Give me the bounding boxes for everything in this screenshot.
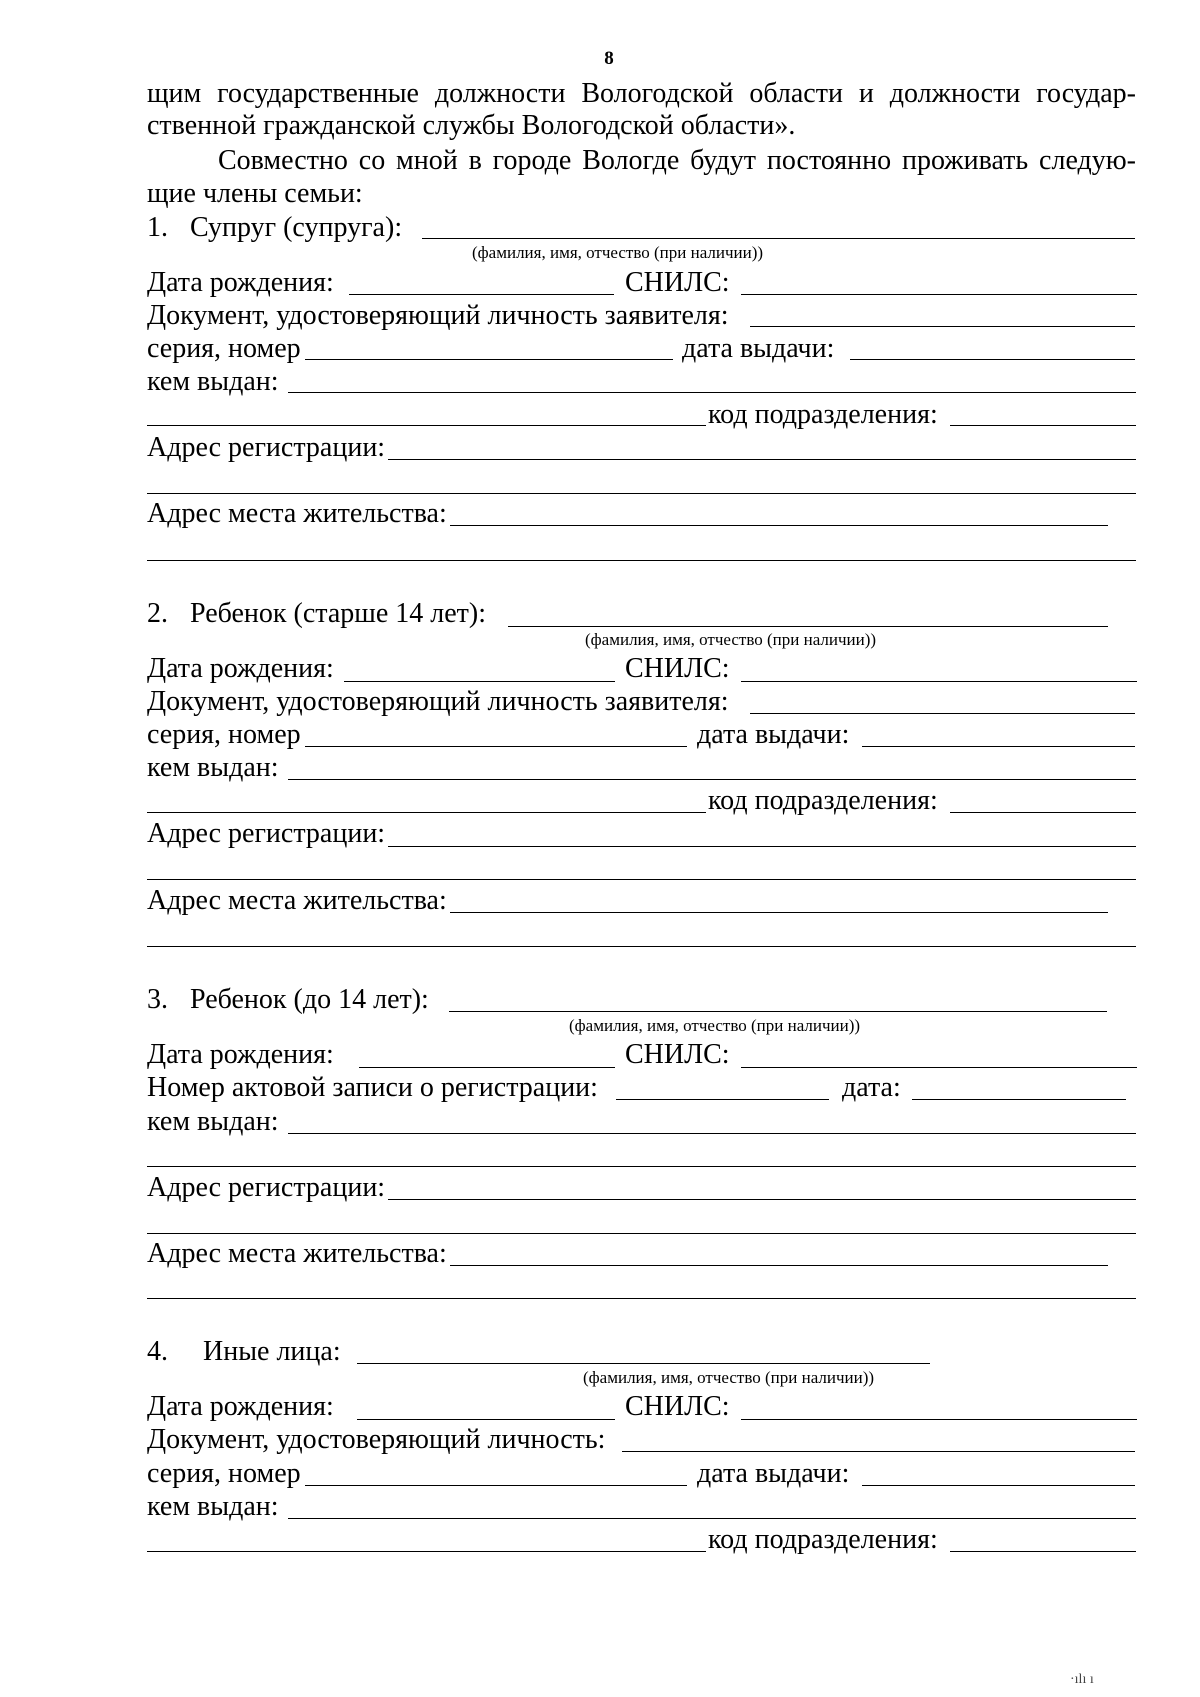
child14plus-live-address-label: Адрес места жительства:: [147, 885, 447, 916]
child-under14-snils-label: СНИЛС:: [625, 1039, 730, 1070]
child14plus-dept-code-label: код подразделения:: [708, 785, 938, 816]
child14plus-series-label: серия, номер: [147, 719, 301, 750]
child14plus-issued-by-field-2[interactable]: [147, 812, 706, 813]
other-issue-date-field[interactable]: [862, 1485, 1135, 1486]
child14plus-fio-hint: (фамилия, имя, отчество (при наличии)): [585, 630, 877, 649]
child14plus-series-field[interactable]: [305, 746, 687, 747]
child14plus-live-address-field-2[interactable]: [147, 946, 1136, 947]
spouse-dept-code-label: код подразделения:: [708, 399, 938, 430]
child14plus-snils-field[interactable]: [741, 681, 1137, 682]
child14plus-birth-field[interactable]: [344, 681, 615, 682]
spouse-birth-field[interactable]: [349, 294, 614, 295]
other-birth-field[interactable]: [357, 1419, 615, 1420]
section-3-title: Ребенок (до 14 лет):: [190, 984, 429, 1015]
other-snils-label: СНИЛС:: [625, 1391, 730, 1422]
other-doc-label: Документ, удостоверяющий личность:: [147, 1424, 606, 1455]
other-fio-hint: (фамилия, имя, отчество (при наличии)): [583, 1368, 875, 1387]
child-under14-snils-field[interactable]: [741, 1067, 1137, 1068]
child14plus-fio-field[interactable]: [508, 626, 1108, 627]
other-issued-by-field[interactable]: [288, 1518, 1136, 1519]
child14plus-issue-date-label: дата выдачи:: [697, 719, 850, 750]
child-under14-birth-field[interactable]: [359, 1067, 615, 1068]
child-under14-issued-by-label: кем выдан:: [147, 1106, 279, 1137]
section-4-number: 4.: [147, 1336, 168, 1367]
other-series-field[interactable]: [305, 1485, 687, 1486]
section-1-number: 1.: [147, 212, 168, 243]
child14plus-snils-label: СНИЛС:: [625, 653, 730, 684]
spouse-issued-by-label: кем выдан:: [147, 366, 279, 397]
child14plus-issued-by-field[interactable]: [288, 779, 1136, 780]
scan-corner-mark: ·ılı ı: [1070, 1672, 1094, 1687]
section-2-number: 2.: [147, 598, 168, 629]
child14plus-dept-code-field[interactable]: [950, 812, 1136, 813]
child14plus-reg-address-label: Адрес регистрации:: [147, 818, 386, 849]
section-3-number: 3.: [147, 984, 168, 1015]
spouse-reg-address-field[interactable]: [388, 459, 1136, 460]
other-fio-field[interactable]: [357, 1363, 930, 1364]
child14plus-reg-address-field-2[interactable]: [147, 879, 1136, 880]
intro-line-3: Совместно со мной в городе Вологде будут постоянно проживать следую-: [218, 145, 1136, 176]
spouse-reg-address-field-2[interactable]: [147, 493, 1136, 494]
other-birth-label: Дата рождения:: [147, 1391, 334, 1422]
intro-line-4: щие члены семьи:: [147, 178, 363, 209]
spouse-issue-date-field[interactable]: [850, 359, 1135, 360]
child-under14-issued-by-field-2[interactable]: [147, 1166, 1136, 1167]
child-under14-date-field[interactable]: [912, 1099, 1126, 1100]
child14plus-reg-address-field[interactable]: [388, 846, 1136, 847]
spouse-live-address-label: Адрес места жительства:: [147, 498, 447, 529]
spouse-series-field[interactable]: [305, 359, 673, 360]
section-4-title: Иные лица:: [203, 1336, 341, 1367]
other-snils-field[interactable]: [741, 1419, 1137, 1420]
spouse-live-address-field[interactable]: [450, 525, 1108, 526]
spouse-doc-label: Документ, удостоверяющий личность заявителя:: [147, 300, 729, 331]
child14plus-live-address-field[interactable]: [450, 912, 1108, 913]
section-2-title: Ребенок (старше 14 лет):: [190, 598, 487, 629]
child14plus-birth-label: Дата рождения:: [147, 653, 334, 684]
other-dept-code-label: код подразделения:: [708, 1524, 938, 1555]
spouse-reg-address-label: Адрес регистрации:: [147, 432, 386, 463]
spouse-issue-date-label: дата выдачи:: [682, 333, 835, 364]
other-issued-by-label: кем выдан:: [147, 1491, 279, 1522]
spouse-fio-field[interactable]: [422, 238, 1135, 239]
child-under14-issued-by-field[interactable]: [288, 1133, 1136, 1134]
section-1-title: Супруг (супруга):: [190, 212, 403, 243]
spouse-series-label: серия, номер: [147, 333, 301, 364]
child-under14-act-record-field[interactable]: [616, 1099, 829, 1100]
spouse-snils-field[interactable]: [741, 294, 1137, 295]
child14plus-issued-by-label: кем выдан:: [147, 752, 279, 783]
spouse-dept-code-field[interactable]: [950, 425, 1136, 426]
child14plus-issue-date-field[interactable]: [862, 746, 1135, 747]
spouse-live-address-field-2[interactable]: [147, 560, 1136, 561]
child-under14-reg-address-field[interactable]: [388, 1199, 1136, 1200]
other-series-label: серия, номер: [147, 1458, 301, 1489]
other-dept-code-field[interactable]: [950, 1551, 1136, 1552]
spouse-birth-label: Дата рождения:: [147, 267, 334, 298]
spouse-issued-by-field[interactable]: [288, 392, 1136, 393]
spouse-doc-field[interactable]: [750, 326, 1135, 327]
child-under14-date-label: дата:: [842, 1072, 901, 1103]
spouse-issued-by-field-2[interactable]: [147, 425, 706, 426]
child-under14-reg-address-label: Адрес регистрации:: [147, 1172, 386, 1203]
child-under14-fio-hint: (фамилия, имя, отчество (при наличии)): [569, 1016, 861, 1035]
child-under14-reg-address-field-2[interactable]: [147, 1233, 1136, 1234]
spouse-fio-hint: (фамилия, имя, отчество (при наличии)): [472, 243, 764, 262]
intro-line-1: щим государственные должности Вологодской области и должности государ-: [147, 78, 1136, 109]
child-under14-live-address-label: Адрес места жительства:: [147, 1238, 447, 1269]
spouse-snils-label: СНИЛС:: [625, 267, 730, 298]
child-under14-act-record-label: Номер актовой записи о регистрации:: [147, 1072, 598, 1103]
other-doc-field[interactable]: [622, 1451, 1135, 1452]
other-issue-date-label: дата выдачи:: [697, 1458, 850, 1489]
child14plus-doc-label: Документ, удостоверяющий личность заявителя:: [147, 686, 729, 717]
intro-line-2: ственной гражданской службы Вологодской области».: [147, 110, 796, 141]
child-under14-live-address-field[interactable]: [450, 1265, 1108, 1266]
child14plus-doc-field[interactable]: [750, 713, 1135, 714]
page-number: 8: [604, 48, 614, 69]
other-issued-by-field-2[interactable]: [147, 1551, 706, 1552]
child-under14-birth-label: Дата рождения:: [147, 1039, 334, 1070]
child-under14-live-address-field-2[interactable]: [147, 1298, 1136, 1299]
child-under14-fio-field[interactable]: [449, 1011, 1107, 1012]
